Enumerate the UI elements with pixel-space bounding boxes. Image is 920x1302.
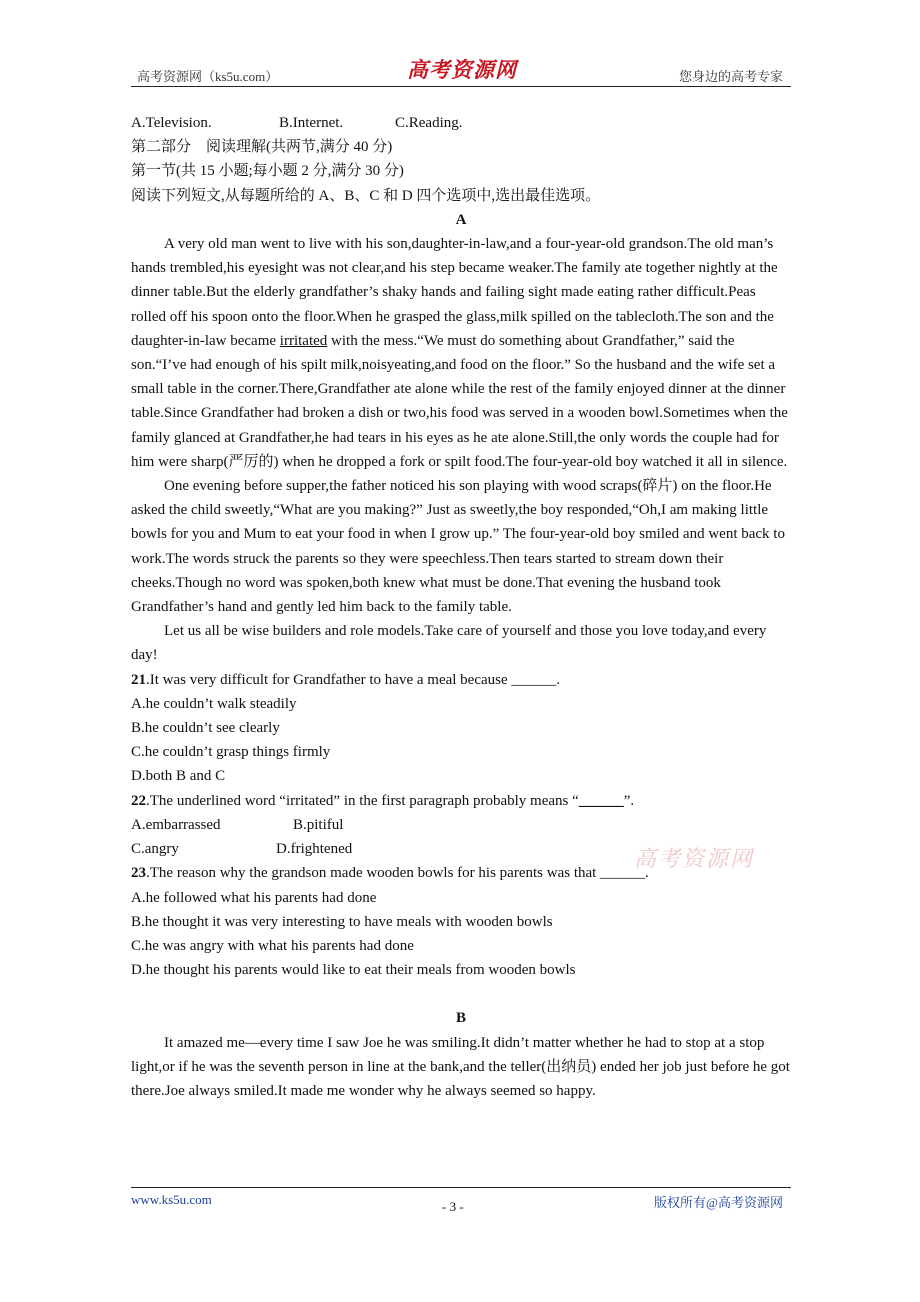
question-21-option-c: C.he couldn’t grasp things firmly <box>131 744 331 761</box>
watermark: 高考资源网 <box>634 846 755 871</box>
passage-b-paragraph-1: It amazed me—every time I saw Joe he was smiling.It didn’t matter whether he had to stop at a stop light,or if he was the seventh person in line at the bank,and the teller(出纳员) ended her job just before he got there.Joe always smiled.It made me wonder why he always seemed so happy. <box>131 1034 790 1099</box>
question-23: 23.The reason why the grandson made wooden bowls for his parents was that ______. <box>131 865 649 882</box>
part-title: 第二部分 阅读理解(共两节,满分 40 分) <box>131 139 393 156</box>
passage-a-heading: A <box>455 211 467 228</box>
question-23-option-c: C.he was angry with what his parents had done <box>131 937 414 954</box>
question-23-option-a: A.he followed what his parents had done <box>131 889 377 906</box>
question-23-option-b: B.he thought it was very interesting to have meals with wooden bowls <box>131 913 553 930</box>
header-slogan: 您身边的高考专家 <box>678 69 783 84</box>
header-logo: 高考资源网 <box>407 58 517 82</box>
passage-a-paragraph-1: A very old man went to live with his son,daughter-in-law,and a four-year-old grandson.The old man’s hands trembled,his eyesight was not clear,and his step became weaker.The family ate together nightly at the dinner table.But the elderly grandfather’s shaky hands and failing sight made eating rather difficult.Peas rolled off his spoon onto the floor.When he grasped the glass,milk spilled on the tablecloth.The son and the daughter-in-law became irritated with the mess.“We must do something about Grandfather,” said the son.“I’ve had enough of his spilt milk,noisyeating,and food on the floor.” So the husband and the wife set a small table in the corner.There,Grandfather ate alone while the rest of the family enjoyed dinner at the dinner table.Since Grandfather had broken a dish or two,his food was served in a wooden bowl.Sometimes when the family glanced at Grandfather,he had tears in his eyes as he ate alone.Still,the only words the couple had for him were sharp(严厉的) when he dropped a fork or spilt food.The four-year-old boy watched it all in silence. <box>131 236 788 470</box>
previous-question-options <box>131 111 791 135</box>
question-21-option-d: D.both B and C <box>131 768 226 785</box>
option-b: B.Internet. <box>279 115 344 131</box>
subsection-title: 第一节(共 15 小题;每小题 2 分,满分 30 分) <box>131 163 404 180</box>
passage-a-paragraph-2: One evening before supper,the father noticed his son playing with wood scraps(碎片) on the floor.He asked the child sweetly,“What are you making?” Just as sweetly,the boy responded,“Oh,I am making little bowls for you and Mum to eat your food in when I grow up.” The four-year-old boy smiled and went back to work.The words struck the parents so they were speechless.Then tears started to stream down their cheeks.Though no word was spoken,both knew what must be done.That evening the husband took Grandfather’s hand and gently led him back to the family table. <box>131 478 785 616</box>
underlined-word: irritated <box>279 332 328 349</box>
section-gap <box>131 982 791 1006</box>
instructions: 阅读下列短文,从每题所给的 A、B、C 和 D 四个选项中,选出最佳选项。 <box>131 187 601 204</box>
header-divider <box>131 86 791 87</box>
passage-a-paragraph-3: Let us all be wise builders and role models.Take care of yourself and those you love today,and every day! <box>131 623 767 664</box>
option-a: A.Television. <box>131 115 212 131</box>
option-c: C.Reading. <box>395 115 463 131</box>
question-21: 21.It was very difficult for Grandfather to have a meal because ______. <box>131 671 561 688</box>
question-21-option-b: B.he couldn’t see clearly <box>131 720 280 737</box>
question-22-option-a: A.embarrassed <box>131 816 221 833</box>
page-number: - 3 - <box>442 1199 464 1214</box>
question-22: 22.The underlined word “irritated” in the first paragraph probably means “______”. <box>131 792 635 809</box>
question-22-option-d: D.frightened <box>276 841 353 858</box>
footer-divider <box>131 1187 791 1188</box>
footer-copyright: 版权所有@高考资源网 <box>654 1195 783 1210</box>
page-header <box>131 58 791 86</box>
question-22-options-row-1 <box>131 813 791 837</box>
document-body <box>131 111 791 1103</box>
question-23-option-d: D.he thought his parents would like to eat their meals from wooden bowls <box>131 962 576 979</box>
footer-website-link[interactable]: www.ks5u.com <box>131 1192 212 1207</box>
question-22-option-b: B.pitiful <box>293 816 344 833</box>
question-21-option-a: A.he couldn’t walk steadily <box>131 695 297 712</box>
header-site-name: 高考资源网（ks5u.com） <box>137 69 279 84</box>
question-22-option-c: C.angry <box>131 841 179 858</box>
passage-b-heading: B <box>455 1010 466 1027</box>
